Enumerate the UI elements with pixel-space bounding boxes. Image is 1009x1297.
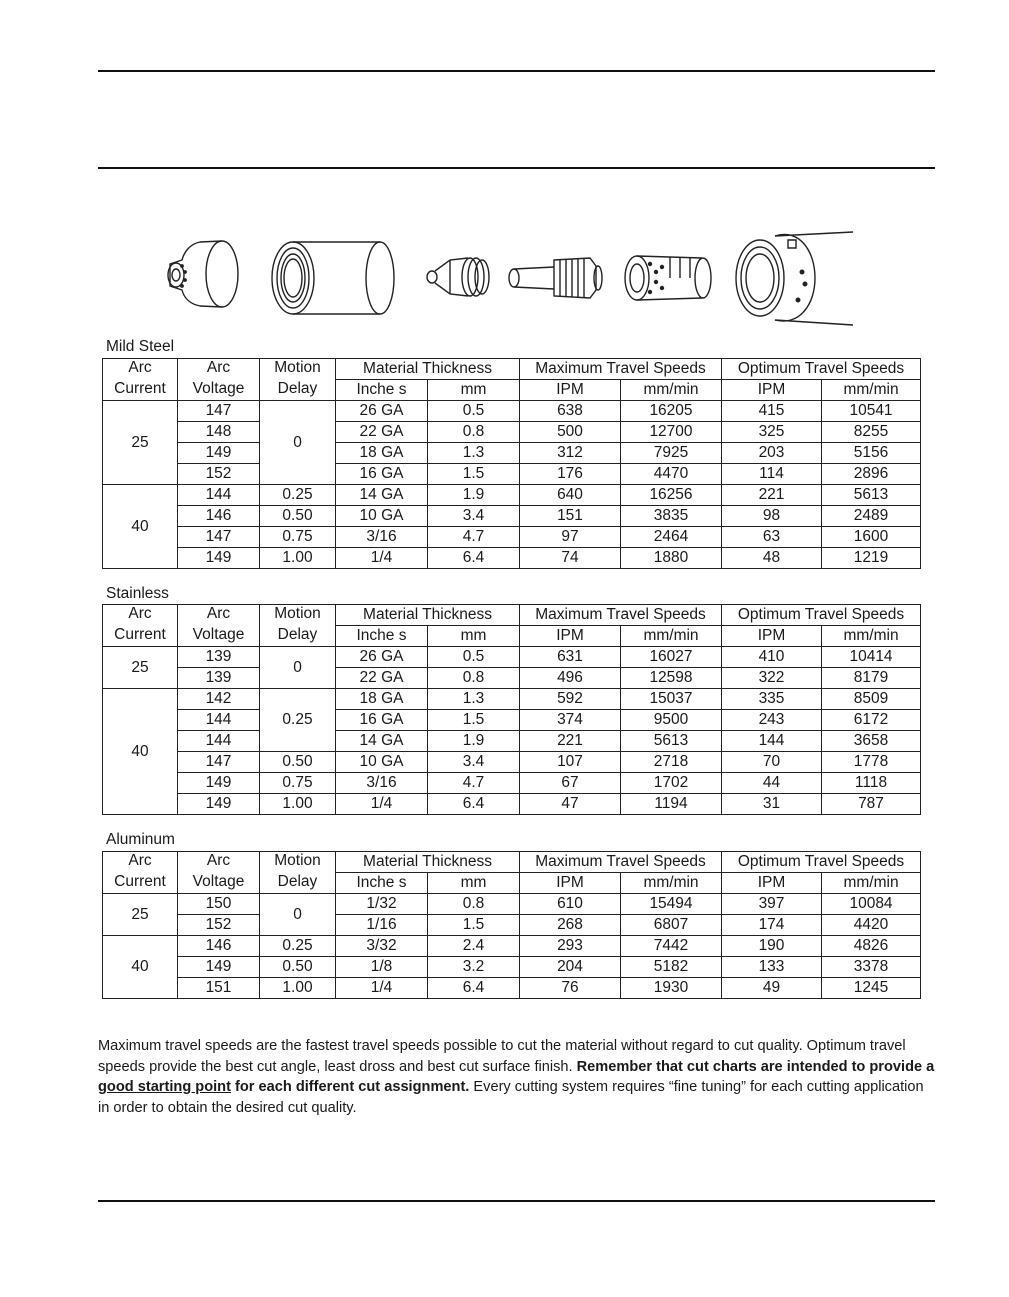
arc-voltage-cell: 147 [178, 401, 260, 422]
max-mmmin-cell: 1702 [621, 773, 722, 794]
max-ipm-cell: 374 [520, 710, 621, 731]
opt-ipm-cell: 44 [722, 773, 822, 794]
mm-header: mm [428, 626, 520, 647]
max-ipm-cell: 610 [520, 894, 621, 915]
opt-mmmin-cell: 10084 [822, 894, 921, 915]
opt-mmmin-cell: 10414 [822, 647, 921, 668]
arc-voltage-cell: 147 [178, 527, 260, 548]
arc-current-cell: 25 [103, 647, 178, 689]
opt-mmmin-cell: 2489 [822, 506, 921, 527]
mm-cell: 3.2 [428, 957, 520, 978]
table-row [103, 548, 921, 569]
motion-delay-cell: 0 [260, 647, 336, 689]
table-row [103, 752, 921, 773]
opt-ipm-cell: 48 [722, 548, 822, 569]
opt-ipm-cell: 114 [722, 464, 822, 485]
opt-mmmin-cell: 3378 [822, 957, 921, 978]
opt-ipm-cell: 144 [722, 731, 822, 752]
inches-cell: 26 GA [336, 401, 428, 422]
opt-travel-speeds-header: Optimum Travel Speeds [722, 605, 921, 626]
max-mmmin-cell: 9500 [621, 710, 722, 731]
table-row [103, 773, 921, 794]
mm-cell: 3.4 [428, 506, 520, 527]
opt-mmmin-cell: 8255 [822, 422, 921, 443]
arc-voltage-header: Arc [178, 852, 260, 873]
motion-delay-cell: 0.75 [260, 773, 336, 794]
table-row [103, 915, 921, 936]
mm-cell: 1.9 [428, 731, 520, 752]
opt-ipm-cell: 190 [722, 936, 822, 957]
footer-rule [98, 1200, 935, 1202]
opt-mmmin-cell: 1219 [822, 548, 921, 569]
mm-cell: 4.7 [428, 527, 520, 548]
mm-cell: 1.5 [428, 915, 520, 936]
table-row [103, 978, 921, 999]
opt-travel-speeds-header: Optimum Travel Speeds [722, 359, 921, 380]
inches-cell: 1/4 [336, 978, 428, 999]
max-mmmin-cell: 16205 [621, 401, 722, 422]
opt-mmmin-header: mm/min [822, 380, 921, 401]
max-ipm-header: IPM [520, 873, 621, 894]
max-ipm-cell: 204 [520, 957, 621, 978]
max-mmmin-cell: 16027 [621, 647, 722, 668]
mm-cell: 1.5 [428, 464, 520, 485]
max-mmmin-cell: 1194 [621, 794, 722, 815]
opt-mmmin-cell: 8179 [822, 668, 921, 689]
torch-head-icon [736, 232, 853, 325]
notes-text-1: Maximum travel speeds are the fastest travel speeds possible to cut the material without regard to cut quality. Optimum travel speeds provide the best cut angle, least dross and best cut surface finish. [98, 1038, 906, 1075]
opt-ipm-cell: 63 [722, 527, 822, 548]
mm-cell: 1.3 [428, 443, 520, 464]
max-mmmin-cell: 3835 [621, 506, 722, 527]
arc-voltage-cell: 149 [178, 957, 260, 978]
max-mmmin-header: mm/min [621, 873, 722, 894]
max-mmmin-header: mm/min [621, 626, 722, 647]
arc-voltage-header-2: Voltage [178, 380, 260, 401]
max-mmmin-cell: 2718 [621, 752, 722, 773]
table-row [103, 422, 921, 443]
header-rule [98, 167, 935, 169]
arc-voltage-cell: 146 [178, 936, 260, 957]
max-ipm-cell: 631 [520, 647, 621, 668]
motion-delay-cell: 0.25 [260, 689, 336, 752]
arc-voltage-cell: 149 [178, 794, 260, 815]
opt-ipm-cell: 31 [722, 794, 822, 815]
max-mmmin-cell: 12598 [621, 668, 722, 689]
arc-current-cell: 25 [103, 401, 178, 485]
good-starting-point: good starting point [98, 1079, 231, 1095]
max-ipm-cell: 76 [520, 978, 621, 999]
arc-voltage-cell: 152 [178, 915, 260, 936]
max-mmmin-cell: 7442 [621, 936, 722, 957]
opt-mmmin-cell: 8509 [822, 689, 921, 710]
opt-ipm-cell: 98 [722, 506, 822, 527]
table-row [103, 668, 921, 689]
table-row [103, 710, 921, 731]
table-row [103, 485, 921, 506]
opt-ipm-header: IPM [722, 873, 822, 894]
table-row [103, 894, 921, 915]
opt-mmmin-cell: 1245 [822, 978, 921, 999]
opt-ipm-cell: 325 [722, 422, 822, 443]
opt-ipm-header: IPM [722, 380, 822, 401]
motion-delay-header-2: Delay [260, 380, 336, 401]
arc-voltage-cell: 144 [178, 731, 260, 752]
motion-delay-cell: 0.75 [260, 527, 336, 548]
max-mmmin-cell: 15037 [621, 689, 722, 710]
opt-ipm-cell: 70 [722, 752, 822, 773]
max-ipm-cell: 151 [520, 506, 621, 527]
arc-current-header-2: Current [103, 380, 178, 401]
inches-cell: 16 GA [336, 464, 428, 485]
opt-mmmin-cell: 4826 [822, 936, 921, 957]
mm-cell: 0.5 [428, 647, 520, 668]
stainless-label: Stainless [106, 585, 169, 602]
motion-delay-cell: 0.25 [260, 485, 336, 506]
cut-chart-notes [98, 1036, 938, 1118]
opt-mmmin-cell: 5613 [822, 485, 921, 506]
opt-ipm-cell: 415 [722, 401, 822, 422]
motion-delay-header-2: Delay [260, 626, 336, 647]
mm-cell: 6.4 [428, 978, 520, 999]
notes-bold-2: for each different cut assignment. [230, 1079, 470, 1095]
max-ipm-cell: 221 [520, 731, 621, 752]
inches-cell: 1/8 [336, 957, 428, 978]
max-mmmin-cell: 1880 [621, 548, 722, 569]
table-row [103, 506, 921, 527]
opt-travel-speeds-header: Optimum Travel Speeds [722, 852, 921, 873]
stainless-table [102, 604, 921, 815]
consumable-parts-figure [150, 222, 860, 332]
opt-mmmin-cell: 2896 [822, 464, 921, 485]
inches-header: Inche s [336, 873, 428, 894]
arc-voltage-cell: 149 [178, 773, 260, 794]
motion-delay-header-2: Delay [260, 873, 336, 894]
opt-mmmin-cell: 4420 [822, 915, 921, 936]
motion-delay-cell: 1.00 [260, 548, 336, 569]
mm-header: mm [428, 873, 520, 894]
inches-cell: 18 GA [336, 443, 428, 464]
arc-current-header-2: Current [103, 873, 178, 894]
motion-delay-cell: 0.25 [260, 936, 336, 957]
max-ipm-cell: 107 [520, 752, 621, 773]
max-mmmin-cell: 7925 [621, 443, 722, 464]
arc-voltage-cell: 142 [178, 689, 260, 710]
motion-delay-cell: 1.00 [260, 794, 336, 815]
max-mmmin-header: mm/min [621, 380, 722, 401]
inches-header: Inche s [336, 626, 428, 647]
arc-voltage-cell: 144 [178, 710, 260, 731]
mm-cell: 0.8 [428, 422, 520, 443]
max-mmmin-cell: 1930 [621, 978, 722, 999]
inches-cell: 10 GA [336, 752, 428, 773]
arc-current-cell: 25 [103, 894, 178, 936]
table-row [103, 731, 921, 752]
table-row [103, 936, 921, 957]
table-row [103, 957, 921, 978]
opt-mmmin-cell: 787 [822, 794, 921, 815]
motion-delay-cell: 0 [260, 401, 336, 485]
inches-cell: 18 GA [336, 689, 428, 710]
arc-current-cell: 40 [103, 936, 178, 999]
opt-ipm-cell: 49 [722, 978, 822, 999]
max-ipm-cell: 293 [520, 936, 621, 957]
aluminum-table [102, 851, 921, 999]
notes-bold-1: Remember that cut charts are intended to provide a [576, 1058, 935, 1075]
inches-cell: 1/16 [336, 915, 428, 936]
inches-cell: 3/16 [336, 527, 428, 548]
notes-text-2: Every cutting system requires “fine tuning” for each cutting application in order to obtain the desired cut quality. [98, 1079, 924, 1116]
arc-voltage-cell: 152 [178, 464, 260, 485]
mm-cell: 1.3 [428, 689, 520, 710]
opt-mmmin-cell: 3658 [822, 731, 921, 752]
opt-ipm-cell: 203 [722, 443, 822, 464]
max-ipm-cell: 312 [520, 443, 621, 464]
max-ipm-cell: 67 [520, 773, 621, 794]
max-mmmin-cell: 6807 [621, 915, 722, 936]
inches-header: Inche s [336, 380, 428, 401]
opt-ipm-cell: 322 [722, 668, 822, 689]
mm-cell: 3.4 [428, 752, 520, 773]
arc-voltage-cell: 144 [178, 485, 260, 506]
mm-header: mm [428, 380, 520, 401]
arc-voltage-cell: 149 [178, 443, 260, 464]
motion-delay-cell: 0.50 [260, 506, 336, 527]
mm-cell: 6.4 [428, 794, 520, 815]
opt-mmmin-cell: 1600 [822, 527, 921, 548]
arc-voltage-cell: 150 [178, 894, 260, 915]
opt-ipm-header: IPM [722, 626, 822, 647]
arc-voltage-header: Arc [178, 605, 260, 626]
opt-ipm-cell: 410 [722, 647, 822, 668]
opt-ipm-cell: 243 [722, 710, 822, 731]
motion-delay-cell: 0 [260, 894, 336, 936]
opt-mmmin-header: mm/min [822, 873, 921, 894]
tip-icon [427, 258, 489, 296]
motion-delay-header: Motion [260, 359, 336, 380]
table-row [103, 527, 921, 548]
opt-ipm-cell: 335 [722, 689, 822, 710]
arc-current-header: Arc [103, 852, 178, 873]
inches-cell: 3/16 [336, 773, 428, 794]
inches-cell: 14 GA [336, 485, 428, 506]
opt-ipm-cell: 133 [722, 957, 822, 978]
arc-voltage-cell: 148 [178, 422, 260, 443]
arc-current-header: Arc [103, 605, 178, 626]
arc-voltage-cell: 147 [178, 752, 260, 773]
inches-cell: 22 GA [336, 668, 428, 689]
max-mmmin-cell: 15494 [621, 894, 722, 915]
arc-voltage-header-2: Voltage [178, 626, 260, 647]
opt-mmmin-cell: 6172 [822, 710, 921, 731]
table-row [103, 794, 921, 815]
arc-voltage-cell: 151 [178, 978, 260, 999]
max-mmmin-cell: 16256 [621, 485, 722, 506]
aluminum-label: Aluminum [106, 831, 175, 848]
mm-cell: 0.8 [428, 894, 520, 915]
arc-voltage-header-2: Voltage [178, 873, 260, 894]
gas-distributor-icon [625, 256, 711, 300]
material-thickness-header: Material Thickness [336, 359, 520, 380]
max-ipm-cell: 74 [520, 548, 621, 569]
max-mmmin-cell: 5182 [621, 957, 722, 978]
max-ipm-cell: 47 [520, 794, 621, 815]
opt-ipm-cell: 221 [722, 485, 822, 506]
inches-cell: 16 GA [336, 710, 428, 731]
max-travel-speeds-header: Maximum Travel Speeds [520, 852, 722, 873]
inches-cell: 1/4 [336, 794, 428, 815]
opt-ipm-cell: 174 [722, 915, 822, 936]
max-ipm-header: IPM [520, 380, 621, 401]
inches-cell: 3/32 [336, 936, 428, 957]
top-rule [98, 70, 935, 72]
arc-voltage-cell: 146 [178, 506, 260, 527]
electrode-icon [509, 258, 602, 298]
table-row [103, 464, 921, 485]
arc-current-cell: 40 [103, 689, 178, 815]
max-mmmin-cell: 4470 [621, 464, 722, 485]
opt-mmmin-cell: 10541 [822, 401, 921, 422]
arc-current-header: Arc [103, 359, 178, 380]
table-row [103, 401, 921, 422]
motion-delay-cell: 1.00 [260, 978, 336, 999]
mm-cell: 0.5 [428, 401, 520, 422]
retaining-cup-icon [272, 242, 394, 314]
max-travel-speeds-header: Maximum Travel Speeds [520, 605, 722, 626]
max-ipm-header: IPM [520, 626, 621, 647]
mm-cell: 2.4 [428, 936, 520, 957]
max-ipm-cell: 638 [520, 401, 621, 422]
arc-voltage-cell: 139 [178, 647, 260, 668]
table-row [103, 689, 921, 710]
max-mmmin-cell: 12700 [621, 422, 722, 443]
table-row [103, 443, 921, 464]
opt-mmmin-cell: 1118 [822, 773, 921, 794]
max-ipm-cell: 592 [520, 689, 621, 710]
table-row [103, 647, 921, 668]
motion-delay-cell: 0.50 [260, 957, 336, 978]
max-ipm-cell: 500 [520, 422, 621, 443]
max-ipm-cell: 176 [520, 464, 621, 485]
inches-cell: 1/4 [336, 548, 428, 569]
max-travel-speeds-header: Maximum Travel Speeds [520, 359, 722, 380]
arc-voltage-cell: 139 [178, 668, 260, 689]
max-ipm-cell: 640 [520, 485, 621, 506]
mild-steel-table [102, 358, 921, 569]
mm-cell: 0.8 [428, 668, 520, 689]
arc-voltage-cell: 149 [178, 548, 260, 569]
mm-cell: 6.4 [428, 548, 520, 569]
material-thickness-header: Material Thickness [336, 605, 520, 626]
inches-cell: 14 GA [336, 731, 428, 752]
max-ipm-cell: 496 [520, 668, 621, 689]
inches-cell: 10 GA [336, 506, 428, 527]
material-thickness-header: Material Thickness [336, 852, 520, 873]
inches-cell: 1/32 [336, 894, 428, 915]
arc-current-header-2: Current [103, 626, 178, 647]
motion-delay-header: Motion [260, 852, 336, 873]
mm-cell: 1.5 [428, 710, 520, 731]
motion-delay-cell: 0.50 [260, 752, 336, 773]
mm-cell: 4.7 [428, 773, 520, 794]
arc-voltage-header: Arc [178, 359, 260, 380]
max-mmmin-cell: 2464 [621, 527, 722, 548]
inches-cell: 26 GA [336, 647, 428, 668]
max-ipm-cell: 97 [520, 527, 621, 548]
mm-cell: 1.9 [428, 485, 520, 506]
motion-delay-header: Motion [260, 605, 336, 626]
opt-mmmin-header: mm/min [822, 626, 921, 647]
max-mmmin-cell: 5613 [621, 731, 722, 752]
opt-ipm-cell: 397 [722, 894, 822, 915]
shield-cup-icon [168, 241, 238, 307]
opt-mmmin-cell: 5156 [822, 443, 921, 464]
max-ipm-cell: 268 [520, 915, 621, 936]
mild-steel-label: Mild Steel [106, 338, 175, 355]
arc-current-cell: 40 [103, 485, 178, 569]
opt-mmmin-cell: 1778 [822, 752, 921, 773]
inches-cell: 22 GA [336, 422, 428, 443]
